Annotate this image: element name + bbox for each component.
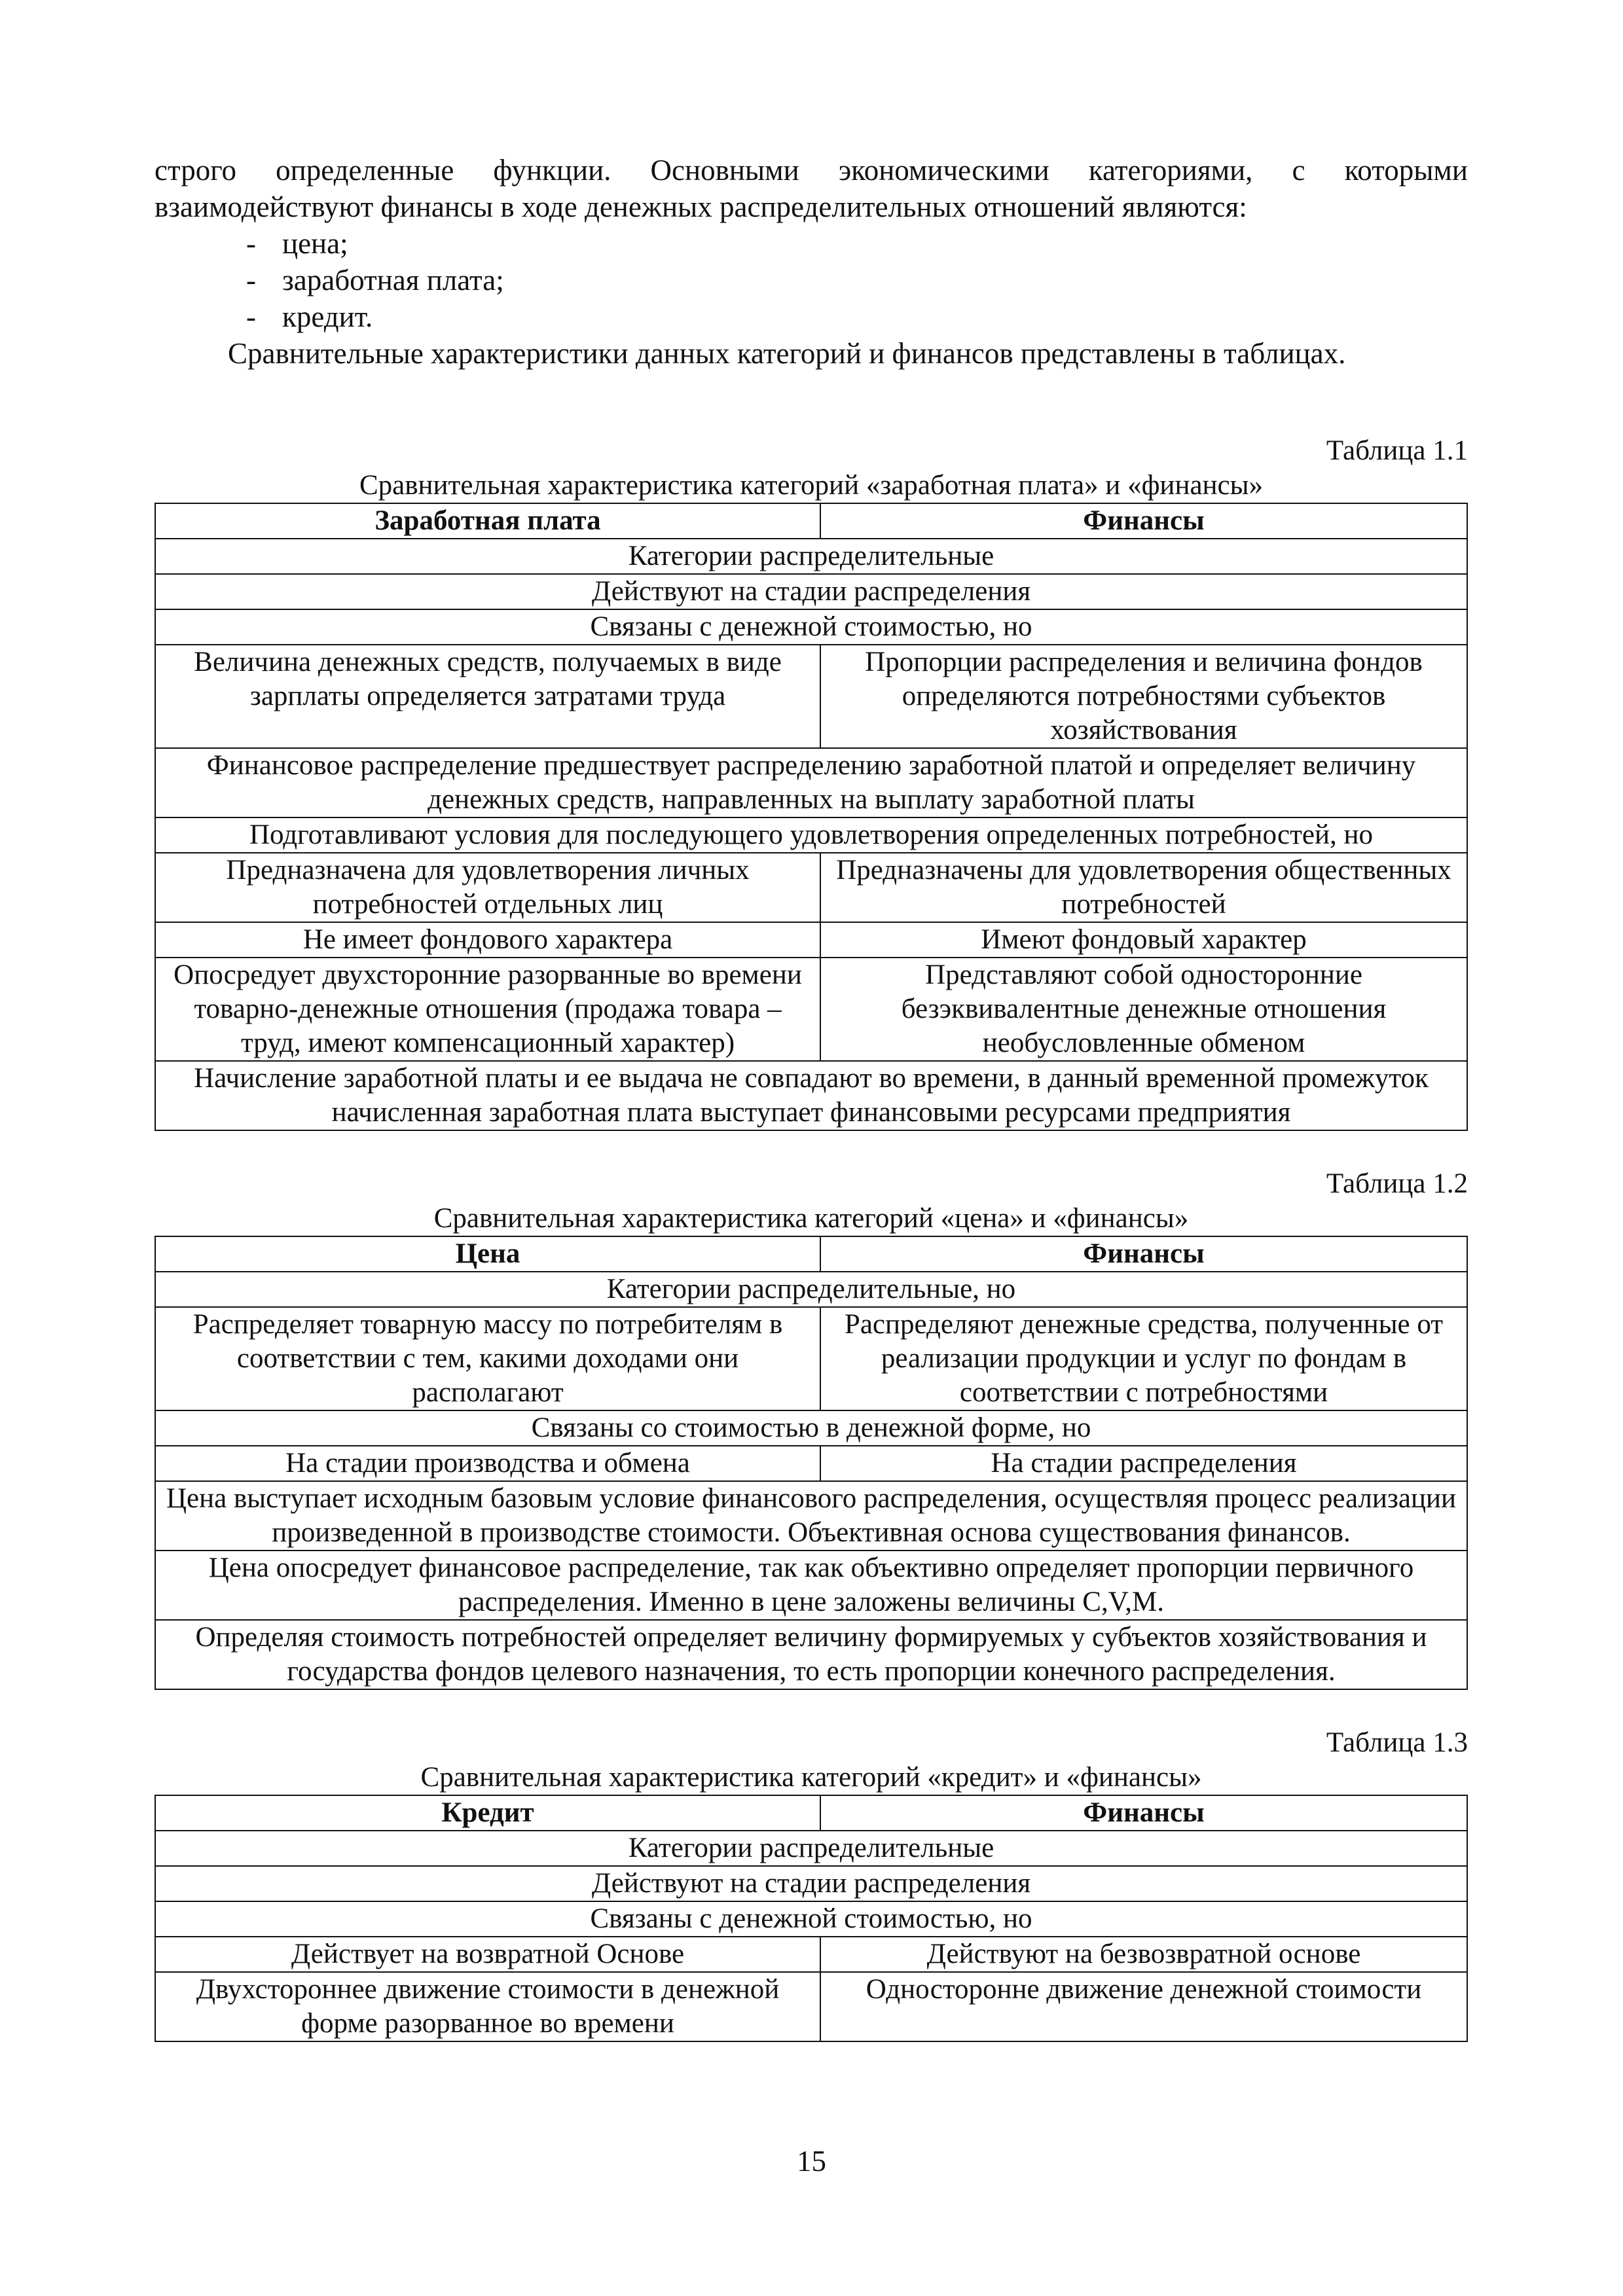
table-header-row bbox=[155, 1236, 1467, 1272]
table-cell: Распределяют денежные средства, полученные от реализации продукции и услуг по фондам в соответствии с потребностями bbox=[820, 1307, 1467, 1410]
table-cell: Цена выступает исходным базовым условие финансового распределения, осуществляя процесс реализации произведенной в производстве стоимости. Объективная основа существования финансов. bbox=[155, 1481, 1467, 1551]
closing-paragraph: Сравнительные характеристики данных категорий и финансов представлены в таблицах. bbox=[228, 337, 1346, 370]
table-caption: Сравнительная характеристика категорий «цена» и «финансы» bbox=[433, 1203, 1189, 1234]
table-header-row bbox=[155, 503, 1467, 539]
table-cell: Двухстороннее движение стоимости в денежной форме разорванное во времени bbox=[155, 1972, 820, 2041]
table-row bbox=[155, 1410, 1467, 1446]
comparison-table-price bbox=[155, 1236, 1468, 1690]
table-cell: Финансовое распределение предшествует распределению заработной платой и определяет величину денежных средств, направленных на выплату заработной платы bbox=[155, 748, 1467, 817]
header-cell: Финансы bbox=[820, 1236, 1467, 1272]
table-row bbox=[155, 1972, 1467, 2041]
table-row bbox=[155, 1061, 1467, 1130]
table-row bbox=[155, 1307, 1467, 1410]
table-cell: Начисление заработной платы и ее выдача не совпадают во времени, в данный временной промежуток начисленная заработная плата выступает финансовыми ресурсами предприятия bbox=[155, 1061, 1467, 1130]
table-cell: Предназначена для удовлетворения личных потребностей отдельных лиц bbox=[155, 853, 820, 922]
header-cell: Финансы bbox=[820, 503, 1467, 539]
table-cell: Действуют на стадии распределения bbox=[155, 574, 1467, 609]
table-header-row bbox=[155, 1795, 1467, 1831]
header-cell: Заработная плата bbox=[155, 503, 820, 539]
table-row bbox=[155, 1937, 1467, 1972]
table-cell: Не имеет фондового характера bbox=[155, 922, 820, 958]
list-item: - кредит. bbox=[155, 298, 1468, 335]
table-row bbox=[155, 539, 1467, 574]
header-cell: Кредит bbox=[155, 1795, 820, 1831]
table-cell: На стадии распределения bbox=[820, 1446, 1467, 1481]
table-row bbox=[155, 1481, 1467, 1551]
table-cell: Опосредует двухсторонние разорванные во времени товарно-денежные отношения (продажа товара – труд, имеют компенсационный характер) bbox=[155, 958, 820, 1061]
table-cell: Предназначены для удовлетворения общественных потребностей bbox=[820, 853, 1467, 922]
table-row bbox=[155, 1272, 1467, 1307]
table-number: Таблица 1.1 bbox=[1326, 435, 1468, 466]
table-1-2-block bbox=[155, 1166, 1468, 1690]
table-row bbox=[155, 817, 1467, 853]
category-list bbox=[155, 225, 1468, 335]
dash-marker: - bbox=[246, 300, 256, 333]
table-1-3-block bbox=[155, 1725, 1468, 2042]
table-cell: Действуют на безвозвратной основе bbox=[820, 1937, 1467, 1972]
table-row bbox=[155, 1866, 1467, 1901]
table-cell: Имеют фондовый характер bbox=[820, 922, 1467, 958]
table-row bbox=[155, 645, 1467, 748]
list-item: - заработная плата; bbox=[155, 262, 1468, 298]
table-1-1-block bbox=[155, 433, 1468, 1131]
table-cell: Подготавливают условия для последующего удовлетворения определенных потребностей, но bbox=[155, 817, 1467, 853]
dash-marker: - bbox=[246, 264, 256, 296]
table-row bbox=[155, 609, 1467, 645]
comparison-table-salary bbox=[155, 503, 1468, 1131]
table-caption: Сравнительная характеристика категорий «заработная плата» и «финансы» bbox=[359, 470, 1264, 501]
table-cell: Цена опосредует финансовое распределение, так как объективно определяет пропорции первичного распределения. Именно в цене заложены величины C,V,M. bbox=[155, 1551, 1467, 1620]
table-cell: Категории распределительные bbox=[155, 1831, 1467, 1866]
page-number: 15 bbox=[797, 2145, 826, 2178]
header-cell: Финансы bbox=[820, 1795, 1467, 1831]
intro-paragraph: строго определенные функции. Основными экономическими категориями, с которыми взаимодействуют финансы в ходе денежных распределительных отношений являются: bbox=[155, 154, 1468, 223]
table-number: Таблица 1.2 bbox=[1326, 1168, 1468, 1199]
table-row bbox=[155, 1620, 1467, 1689]
table-cell: Категории распределительные, но bbox=[155, 1272, 1467, 1307]
table-cell: Распределяет товарную массу по потребителям в соответствии с тем, какими доходами они располагают bbox=[155, 1307, 820, 1410]
table-row bbox=[155, 853, 1467, 922]
table-cell: Связаны с денежной стоимостью, но bbox=[155, 609, 1467, 645]
table-cell: Определяя стоимость потребностей определяет величину формируемых у субъектов хозяйствования и государства фондов целевого назначения, то есть пропорции конечного распределения. bbox=[155, 1620, 1467, 1689]
table-cell: Связаны со стоимостью в денежной форме, но bbox=[155, 1410, 1467, 1446]
table-number: Таблица 1.3 bbox=[1326, 1727, 1468, 1758]
table-row bbox=[155, 748, 1467, 817]
table-row bbox=[155, 922, 1467, 958]
table-caption: Сравнительная характеристика категорий «кредит» и «финансы» bbox=[420, 1762, 1202, 1793]
header-cell: Цена bbox=[155, 1236, 820, 1272]
dash-marker: - bbox=[246, 227, 256, 260]
document-page bbox=[155, 152, 1468, 2042]
table-cell: Пропорции распределения и величина фондов определяются потребностями субъектов хозяйствования bbox=[820, 645, 1467, 748]
table-cell: Категории распределительные bbox=[155, 539, 1467, 574]
table-row bbox=[155, 574, 1467, 609]
comparison-table-credit bbox=[155, 1795, 1468, 2042]
table-cell: Связаны с денежной стоимостью, но bbox=[155, 1901, 1467, 1937]
table-cell: Действуют на стадии распределения bbox=[155, 1866, 1467, 1901]
table-row bbox=[155, 1831, 1467, 1866]
table-row bbox=[155, 1551, 1467, 1620]
table-row bbox=[155, 958, 1467, 1061]
table-row bbox=[155, 1901, 1467, 1937]
list-item: - цена; bbox=[155, 225, 1468, 262]
table-cell: Величина денежных средств, получаемых в виде зарплаты определяется затратами труда bbox=[155, 645, 820, 748]
table-row bbox=[155, 1446, 1467, 1481]
table-cell: Действует на возвратной Основе bbox=[155, 1937, 820, 1972]
table-cell: На стадии производства и обмена bbox=[155, 1446, 820, 1481]
table-cell: Представляют собой односторонние безэквивалентные денежные отношения необусловленные обменом bbox=[820, 958, 1467, 1061]
table-cell: Односторонне движение денежной стоимости bbox=[820, 1972, 1467, 2041]
